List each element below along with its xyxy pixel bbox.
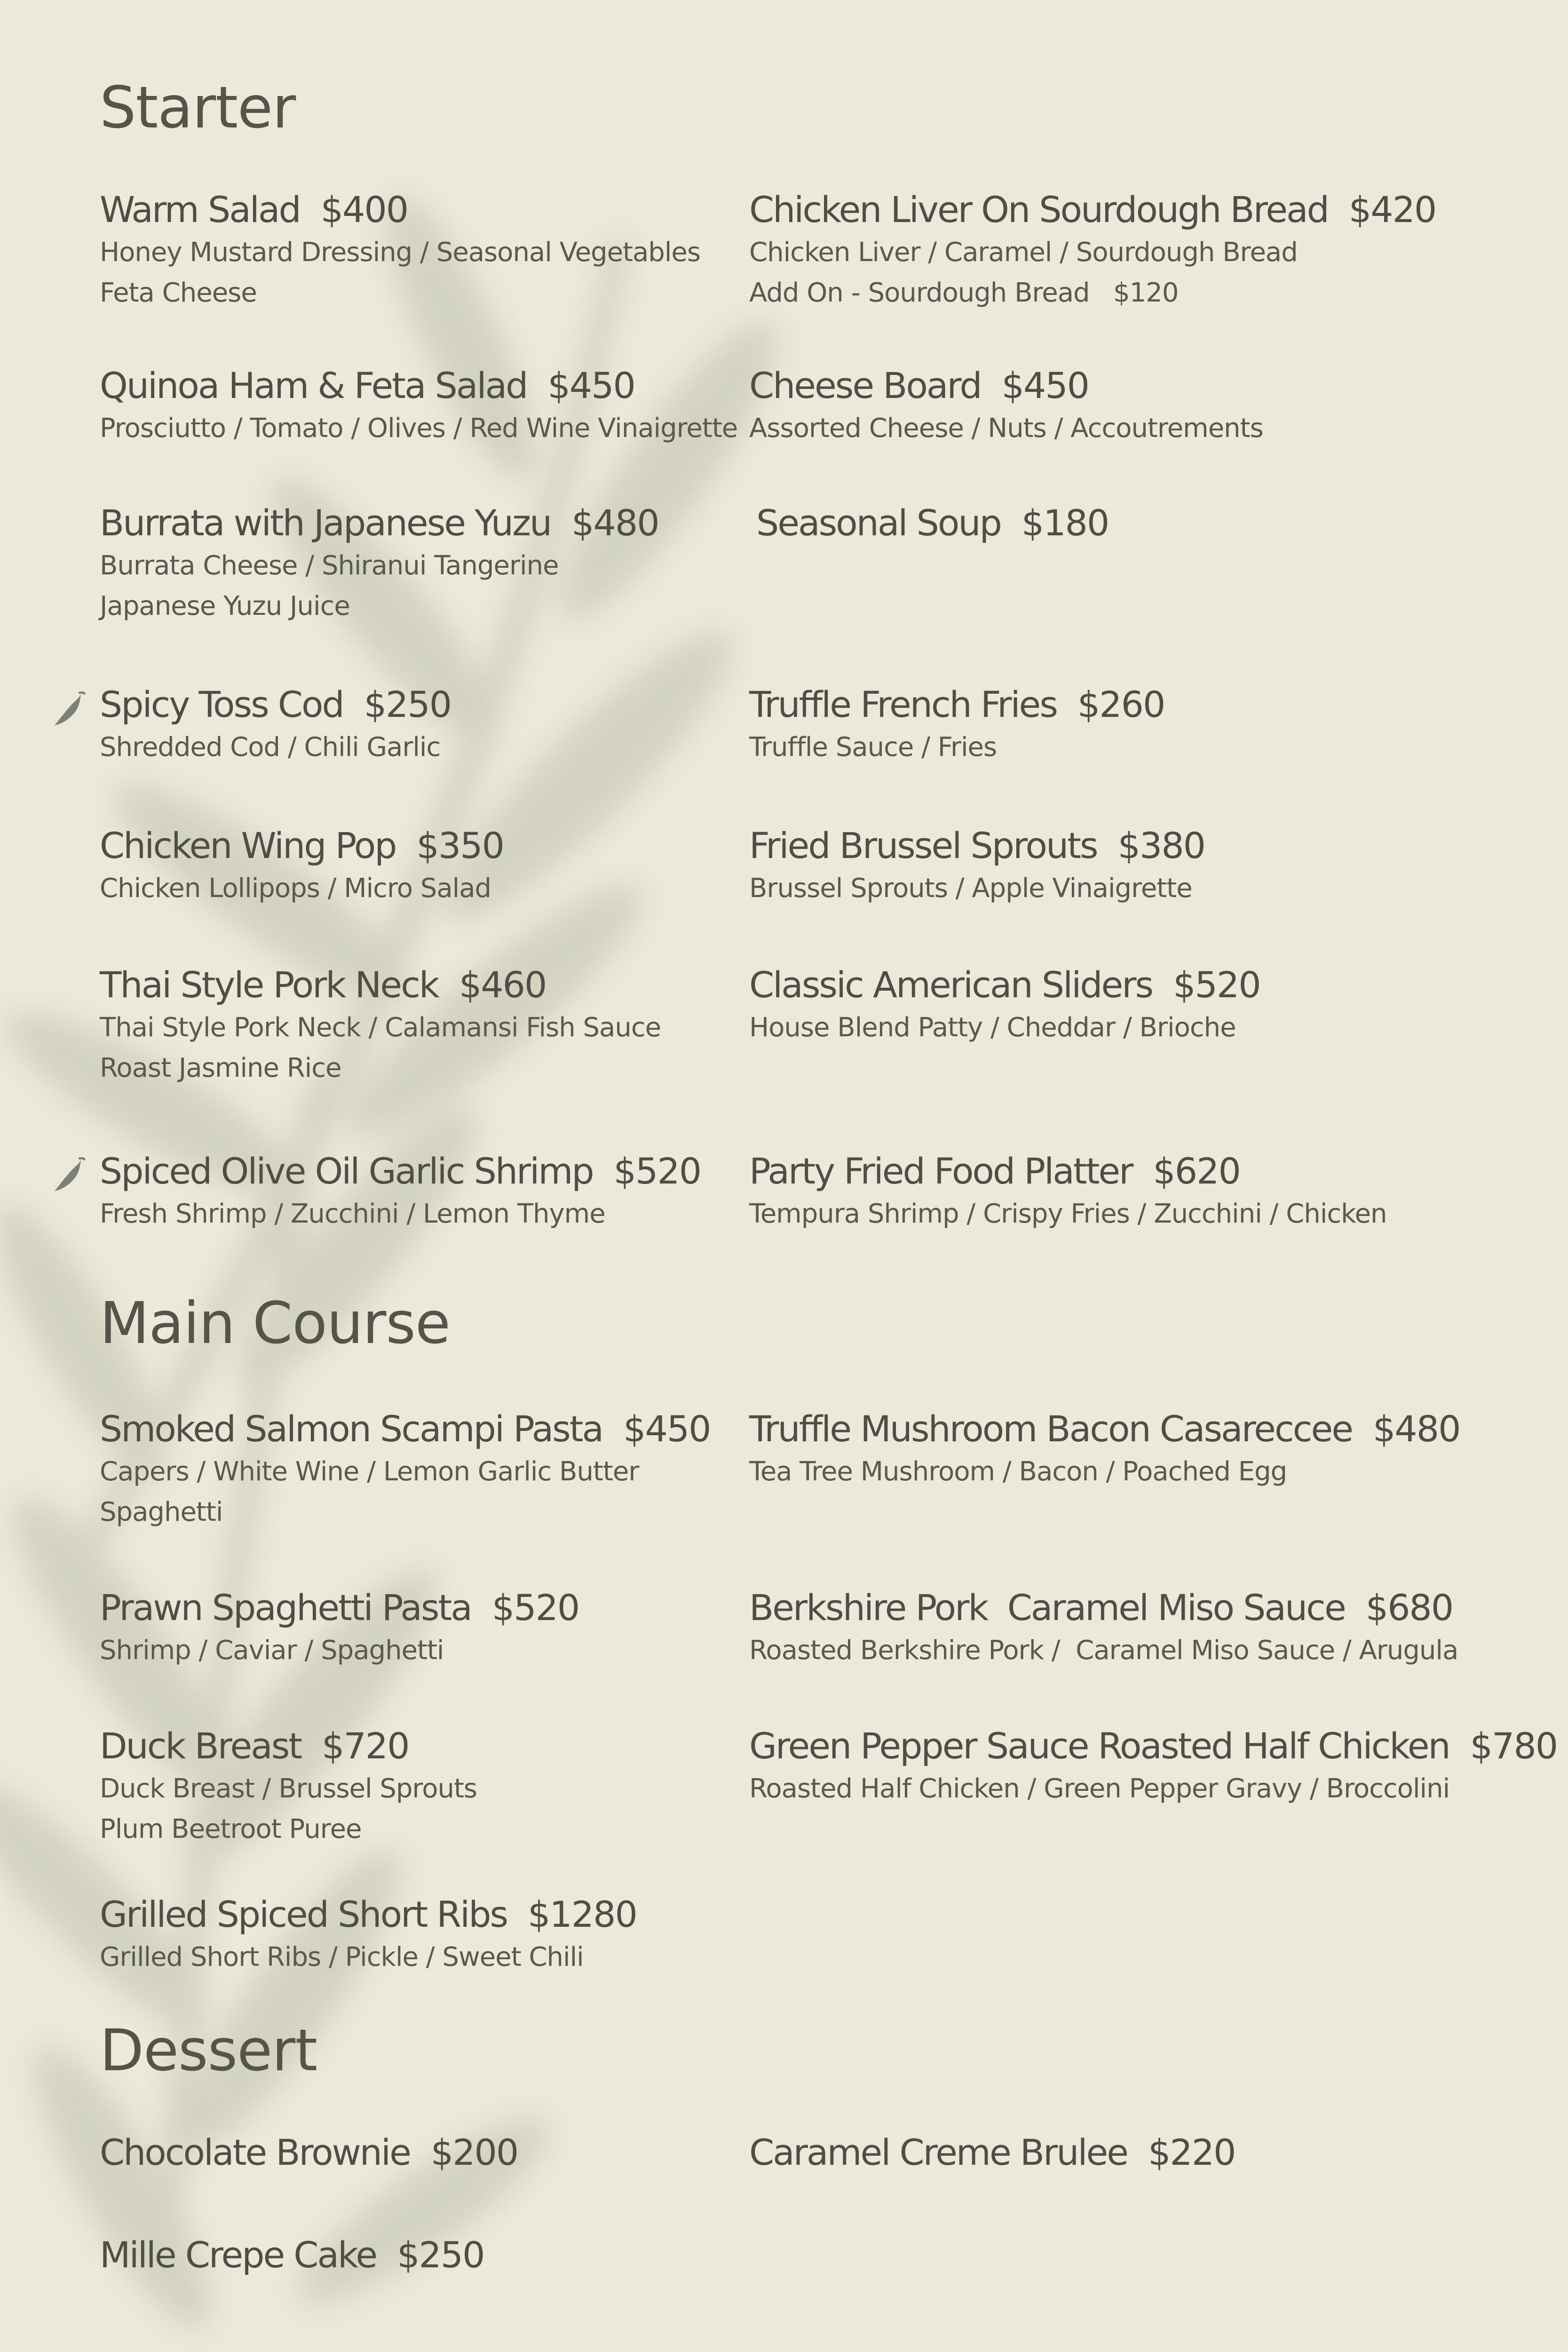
item-price: $520 (1173, 964, 1260, 1006)
item-price: $200 (430, 2131, 518, 2173)
item-name: Caramel Creme Brulee (749, 2131, 1128, 2173)
item-description: Tea Tree Mushroom / Bacon / Poached Egg (749, 1456, 1287, 1487)
item-description: Plum Beetroot Puree (100, 1814, 362, 1844)
menu-item (749, 1725, 1558, 1809)
menu-item (100, 1587, 739, 1671)
menu-item (756, 502, 1518, 544)
item-description: Roasted Half Chicken / Green Pepper Gravy / Broccolini (749, 1773, 1450, 1804)
menu-item (749, 825, 1511, 909)
starter-heading: Starter (100, 74, 296, 141)
item-name: Thai Style Pork Neck (100, 964, 438, 1006)
item-description: Truffle Sauce / Fries (749, 732, 997, 763)
item-description: Honey Mustard Dressing / Seasonal Vegetables (100, 237, 701, 268)
item-name: Cheese Board (749, 365, 981, 406)
item-name: Chocolate Brownie (100, 2131, 410, 2173)
item-description: Duck Breast / Brussel Sprouts (100, 1773, 477, 1804)
item-price: $420 (1348, 189, 1436, 230)
item-description: Brussel Sprouts / Apple Vinaigrette (749, 873, 1192, 904)
item-name: Green Pepper Sauce Roasted Half Chicken (749, 1725, 1449, 1767)
item-price: $350 (416, 825, 504, 866)
item-price: $260 (1077, 683, 1165, 725)
item-price: $450 (623, 1408, 711, 1450)
item-description: Assorted Cheese / Nuts / Accoutrements (749, 413, 1263, 444)
item-name: Smoked Salmon Scampi Pasta (100, 1408, 603, 1450)
menu-item (100, 502, 739, 627)
item-name: Prawn Spaghetti Pasta (100, 1587, 471, 1629)
item-description: Fresh Shrimp / Zucchini / Lemon Thyme (100, 1199, 605, 1229)
item-description: Prosciutto / Tomato / Olives / Red Wine Vinaigrette (100, 413, 738, 444)
item-description: Add On - Sourdough Bread $120 (749, 278, 1179, 308)
item-name: Chicken Liver On Sourdough Bread (749, 189, 1328, 230)
item-name: Party Fried Food Platter (749, 1150, 1132, 1192)
menu-item (100, 1150, 739, 1234)
item-price: $180 (1021, 502, 1109, 544)
chili-pepper-icon (52, 691, 86, 729)
menu-item (100, 964, 739, 1089)
menu-item (749, 365, 1511, 449)
item-name: Burrata with Japanese Yuzu (100, 502, 551, 544)
menu-item (100, 2234, 739, 2276)
menu-item (100, 1893, 739, 1978)
item-description: Tempura Shrimp / Crispy Fries / Zucchini / Chicken (749, 1199, 1387, 1229)
menu-item (749, 1587, 1511, 1671)
item-description: Japanese Yuzu Juice (100, 591, 350, 621)
item-price: $480 (571, 502, 659, 544)
item-description: Thai Style Pork Neck / Calamansi Fish Sauce (100, 1012, 661, 1043)
item-description: Chicken Liver / Caramel / Sourdough Bread (749, 237, 1298, 268)
item-description: Grilled Short Ribs / Pickle / Sweet Chili (100, 1942, 584, 1972)
menu-item (100, 189, 739, 313)
item-description: Shredded Cod / Chili Garlic (100, 732, 441, 763)
item-name: Spiced Olive Oil Garlic Shrimp (100, 1150, 593, 1192)
menu-item (100, 365, 739, 449)
menu-item (100, 683, 739, 768)
item-price: $620 (1153, 1150, 1240, 1192)
item-name: Quinoa Ham & Feta Salad (100, 365, 527, 406)
item-description: Capers / White Wine / Lemon Garlic Butter (100, 1456, 639, 1487)
item-price: $680 (1365, 1587, 1453, 1629)
item-name: Fried Brussel Sprouts (749, 825, 1097, 866)
item-price: $520 (491, 1587, 579, 1629)
item-name: Mille Crepe Cake (100, 2234, 377, 2276)
item-price: $520 (613, 1150, 701, 1192)
item-name: Berkshire Pork Caramel Miso Sauce (749, 1587, 1345, 1629)
item-name: Warm Salad (100, 189, 300, 230)
menu-item (100, 2131, 739, 2173)
item-description: Roasted Berkshire Pork / Caramel Miso Sauce / Arugula (749, 1635, 1458, 1666)
item-description: Roast Jasmine Rice (100, 1053, 341, 1083)
item-name: Duck Breast (100, 1725, 301, 1767)
item-description: Shrimp / Caviar / Spaghetti (100, 1635, 444, 1666)
item-name: Truffle Mushroom Bacon Casareccee (749, 1408, 1353, 1450)
item-price: $450 (1001, 365, 1089, 406)
item-price: $720 (322, 1725, 409, 1767)
item-price: $250 (364, 683, 451, 725)
menu-item (749, 683, 1511, 768)
item-description: Burrata Cheese / Shiranui Tangerine (100, 550, 559, 581)
menu-item (749, 2131, 1511, 2173)
menu-item (749, 1408, 1511, 1492)
item-name: Grilled Spiced Short Ribs (100, 1893, 507, 1935)
item-name: Seasonal Soup (756, 502, 1001, 544)
menu-item (749, 1150, 1511, 1234)
item-description: Spaghetti (100, 1497, 223, 1527)
item-price: $450 (547, 365, 635, 406)
item-price: $220 (1148, 2131, 1235, 2173)
item-name: Spicy Toss Cod (100, 683, 343, 725)
item-price: $380 (1117, 825, 1205, 866)
menu-item (100, 1725, 739, 1850)
item-name: Classic American Sliders (749, 964, 1153, 1006)
menu-item (749, 189, 1511, 313)
item-description: Chicken Lollipops / Micro Salad (100, 873, 491, 904)
item-price: $460 (459, 964, 546, 1006)
item-price: $400 (320, 189, 408, 230)
item-description: House Blend Patty / Cheddar / Brioche (749, 1012, 1236, 1043)
chili-pepper-icon (52, 1157, 86, 1195)
menu-item (100, 1408, 739, 1533)
menu-item (749, 964, 1511, 1048)
item-price: $250 (397, 2234, 484, 2276)
item-price: $480 (1373, 1408, 1460, 1450)
main-course-heading: Main Course (100, 1290, 450, 1357)
item-price: $1280 (528, 1893, 637, 1935)
item-name: Truffle French Fries (749, 683, 1057, 725)
item-price: $780 (1470, 1725, 1558, 1767)
menu-item (100, 825, 739, 909)
dessert-heading: Dessert (100, 2017, 317, 2084)
item-description: Feta Cheese (100, 278, 257, 308)
item-name: Chicken Wing Pop (100, 825, 396, 866)
